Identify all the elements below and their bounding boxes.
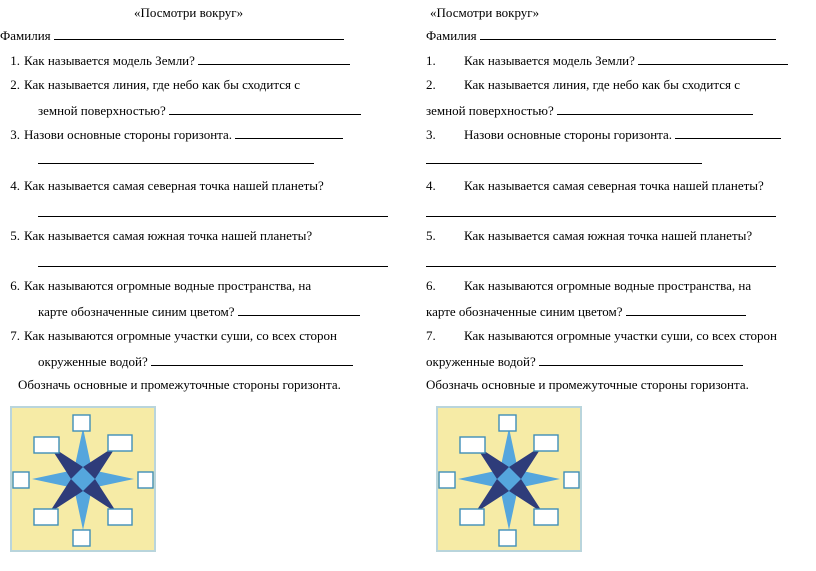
answer-blank[interactable] xyxy=(539,353,743,366)
surname-blank[interactable] xyxy=(480,27,776,40)
southeast-label-box[interactable] xyxy=(534,509,558,525)
question-1: 1. Как называется модель Земли? xyxy=(426,52,788,69)
worksheet-title: «Посмотри вокруг» xyxy=(430,5,540,20)
question-2: 2. Как называется линия, где небо как бы сходится с xyxy=(426,77,740,92)
question-2-continued: земной поверхностью? xyxy=(426,102,753,119)
answer-blank[interactable] xyxy=(626,303,746,316)
question-5: 5. Как называется самая южная точка нашей планеты? xyxy=(426,228,753,243)
answer-blank[interactable] xyxy=(198,52,350,65)
question-2: 2. Как называется линия, где небо как бы сходится с xyxy=(10,77,300,92)
west-label-box[interactable] xyxy=(439,472,455,488)
question-7: 7. Как называются огромные участки суши, со всех сторон xyxy=(10,328,338,343)
west-label-box[interactable] xyxy=(13,472,29,488)
worksheet-right xyxy=(422,0,816,571)
surname-row xyxy=(0,27,344,44)
answer-line[interactable] xyxy=(38,266,388,267)
answer-blank[interactable] xyxy=(169,102,361,115)
east-label-box[interactable] xyxy=(138,472,153,488)
answer-blank[interactable] xyxy=(235,126,343,139)
answer-blank[interactable] xyxy=(557,102,753,115)
task-instruction: Обозначь основные и промежуточные стороны горизонта. xyxy=(18,377,341,392)
question-3: 3. Назови основные стороны горизонта. xyxy=(426,126,781,143)
answer-line[interactable] xyxy=(38,216,388,217)
worksheet-title: «Посмотри вокруг» xyxy=(134,5,244,20)
compass-rose-card xyxy=(10,406,156,552)
question-4: 4. Как называется самая северная точка нашей планеты? xyxy=(426,178,764,193)
question-6-continued: карте обозначенные синим цветом? xyxy=(38,303,360,320)
question-2-continued: земной поверхностью? xyxy=(38,102,361,119)
question-3: 3. Назови основные стороны горизонта. xyxy=(0,126,343,143)
southwest-label-box[interactable] xyxy=(34,509,58,525)
question-7: 7. Как называются огромные участки суши, со всех сторон xyxy=(426,328,778,343)
task-instruction: Обозначь основные и промежуточные стороны горизонта. xyxy=(426,377,749,392)
surname-blank[interactable] xyxy=(54,27,344,40)
answer-line[interactable] xyxy=(426,216,776,217)
question-6: 6. Как называются огромные водные пространства, на xyxy=(10,278,312,293)
answer-blank[interactable] xyxy=(151,353,353,366)
answer-blank[interactable] xyxy=(675,126,781,139)
southwest-label-box[interactable] xyxy=(460,509,484,525)
northwest-label-box[interactable] xyxy=(460,437,485,453)
answer-line[interactable] xyxy=(38,163,314,164)
north-label-box[interactable] xyxy=(73,415,90,431)
question-1: 1. Как называется модель Земли? xyxy=(0,52,350,69)
worksheet-left xyxy=(0,0,400,571)
south-label-box[interactable] xyxy=(73,530,90,546)
northeast-label-box[interactable] xyxy=(534,435,558,451)
east-label-box[interactable] xyxy=(564,472,579,488)
surname-row xyxy=(426,27,776,44)
answer-blank[interactable] xyxy=(238,303,360,316)
answer-line[interactable] xyxy=(426,163,702,164)
south-label-box[interactable] xyxy=(499,530,516,546)
surname-label: Фамилия xyxy=(0,28,51,43)
north-label-box[interactable] xyxy=(499,415,516,431)
question-5: 5. Как называется самая южная точка нашей планеты? xyxy=(10,228,313,243)
northwest-label-box[interactable] xyxy=(34,437,59,453)
question-4: 4. Как называется самая северная точка нашей планеты? xyxy=(10,178,324,193)
question-6-continued: карте обозначенные синим цветом? xyxy=(426,303,746,320)
surname-label: Фамилия xyxy=(426,28,477,43)
question-7-continued: окруженные водой? xyxy=(38,353,353,370)
question-6: 6. Как называются огромные водные пространства, на xyxy=(426,278,752,293)
question-7-continued: окруженные водой? xyxy=(426,353,743,370)
answer-line[interactable] xyxy=(426,266,776,267)
compass-rose-card xyxy=(436,406,582,552)
southeast-label-box[interactable] xyxy=(108,509,132,525)
northeast-label-box[interactable] xyxy=(108,435,132,451)
answer-blank[interactable] xyxy=(638,52,788,65)
